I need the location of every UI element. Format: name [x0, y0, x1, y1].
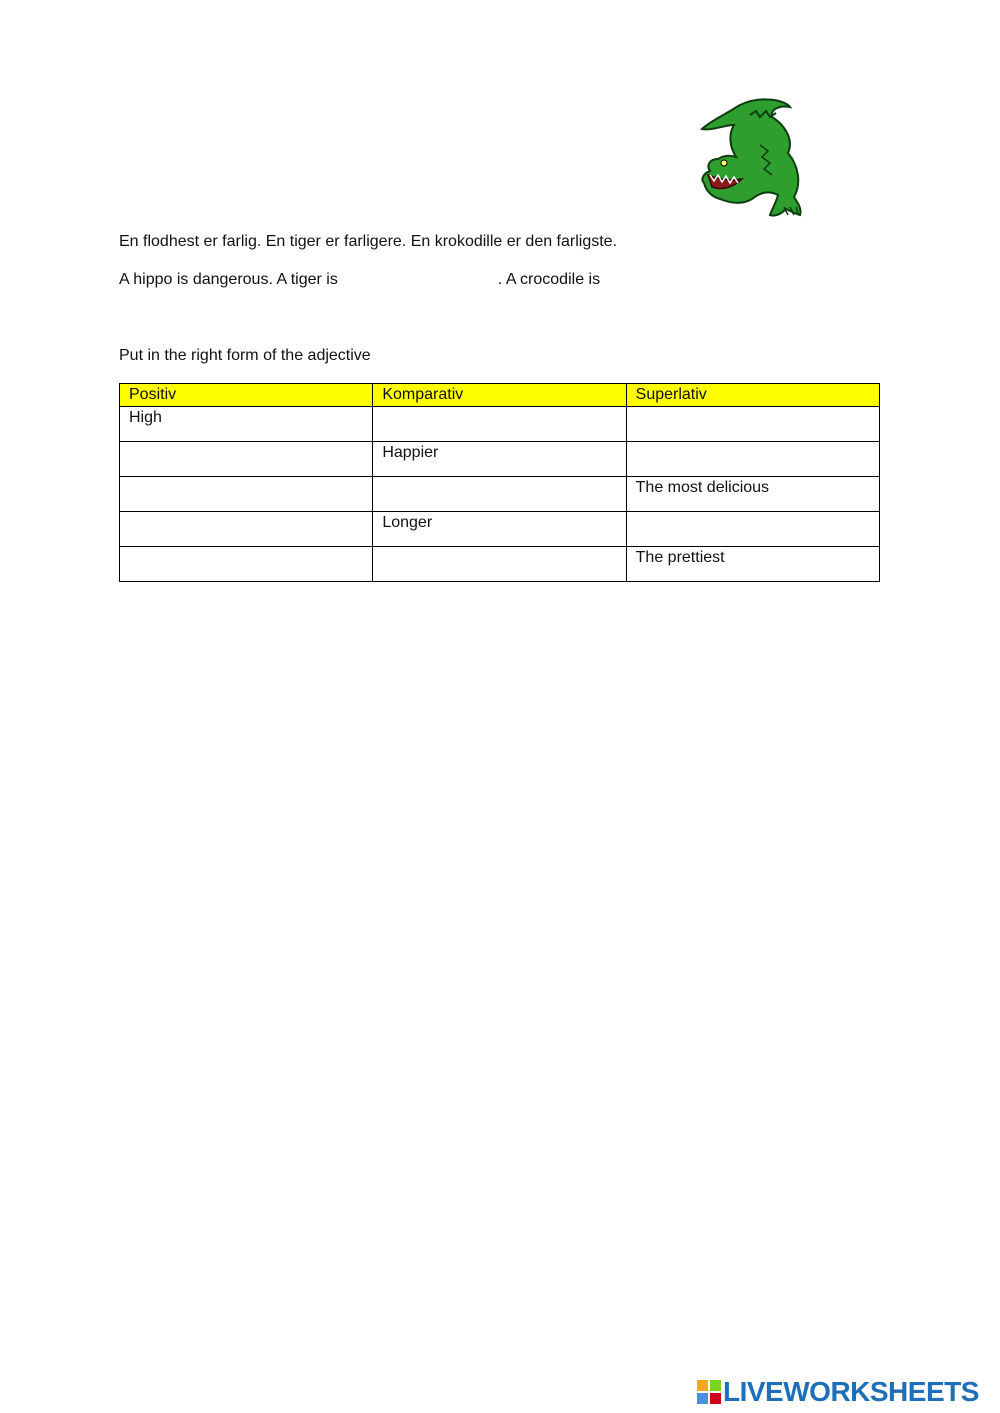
table-cell-answer[interactable]	[120, 547, 373, 582]
comparative-answer-input[interactable]	[352, 269, 511, 293]
crocodile-illustration	[690, 95, 808, 221]
table-cell: High	[120, 407, 373, 442]
english-sentence-part1: A hippo is dangerous. A tiger is	[119, 271, 338, 288]
header-superlativ: Superlativ	[626, 384, 879, 407]
liveworksheets-logo-icon	[697, 1380, 721, 1404]
brand-name: LIVEWORKSHEETS	[723, 1376, 979, 1407]
table-row	[120, 407, 880, 442]
table-row	[120, 477, 880, 512]
superlative-answer-input[interactable]	[624, 269, 818, 293]
adjective-forms-table	[119, 383, 880, 582]
table-header-row	[120, 384, 880, 407]
table-row	[120, 512, 880, 547]
table-cell-answer[interactable]	[373, 407, 626, 442]
header-positiv: Positiv	[120, 384, 373, 407]
instruction-text: Put in the right form of the adjective	[119, 347, 371, 364]
norwegian-example-sentence: En flodhest er farlig. En tiger er farligere. En krokodille er den farligste.	[119, 233, 618, 250]
table-cell-answer[interactable]	[120, 477, 373, 512]
table-cell-answer[interactable]	[373, 477, 626, 512]
english-sentence-part2: . A crocodile is	[497, 271, 601, 288]
header-komparativ: Komparativ	[373, 384, 626, 407]
liveworksheets-brand	[697, 1377, 979, 1407]
table-cell-answer[interactable]	[120, 512, 373, 547]
table-row	[120, 442, 880, 477]
table-cell-answer[interactable]	[626, 512, 879, 547]
table-cell: The most delicious	[626, 477, 879, 512]
table-cell-answer[interactable]	[373, 547, 626, 582]
table-cell-answer[interactable]	[626, 407, 879, 442]
table-cell-answer[interactable]	[626, 442, 879, 477]
table-cell-answer[interactable]	[120, 442, 373, 477]
table-cell: Happier	[373, 442, 626, 477]
table-cell: The prettiest	[626, 547, 879, 582]
table-cell: Longer	[373, 512, 626, 547]
table-row	[120, 547, 880, 582]
